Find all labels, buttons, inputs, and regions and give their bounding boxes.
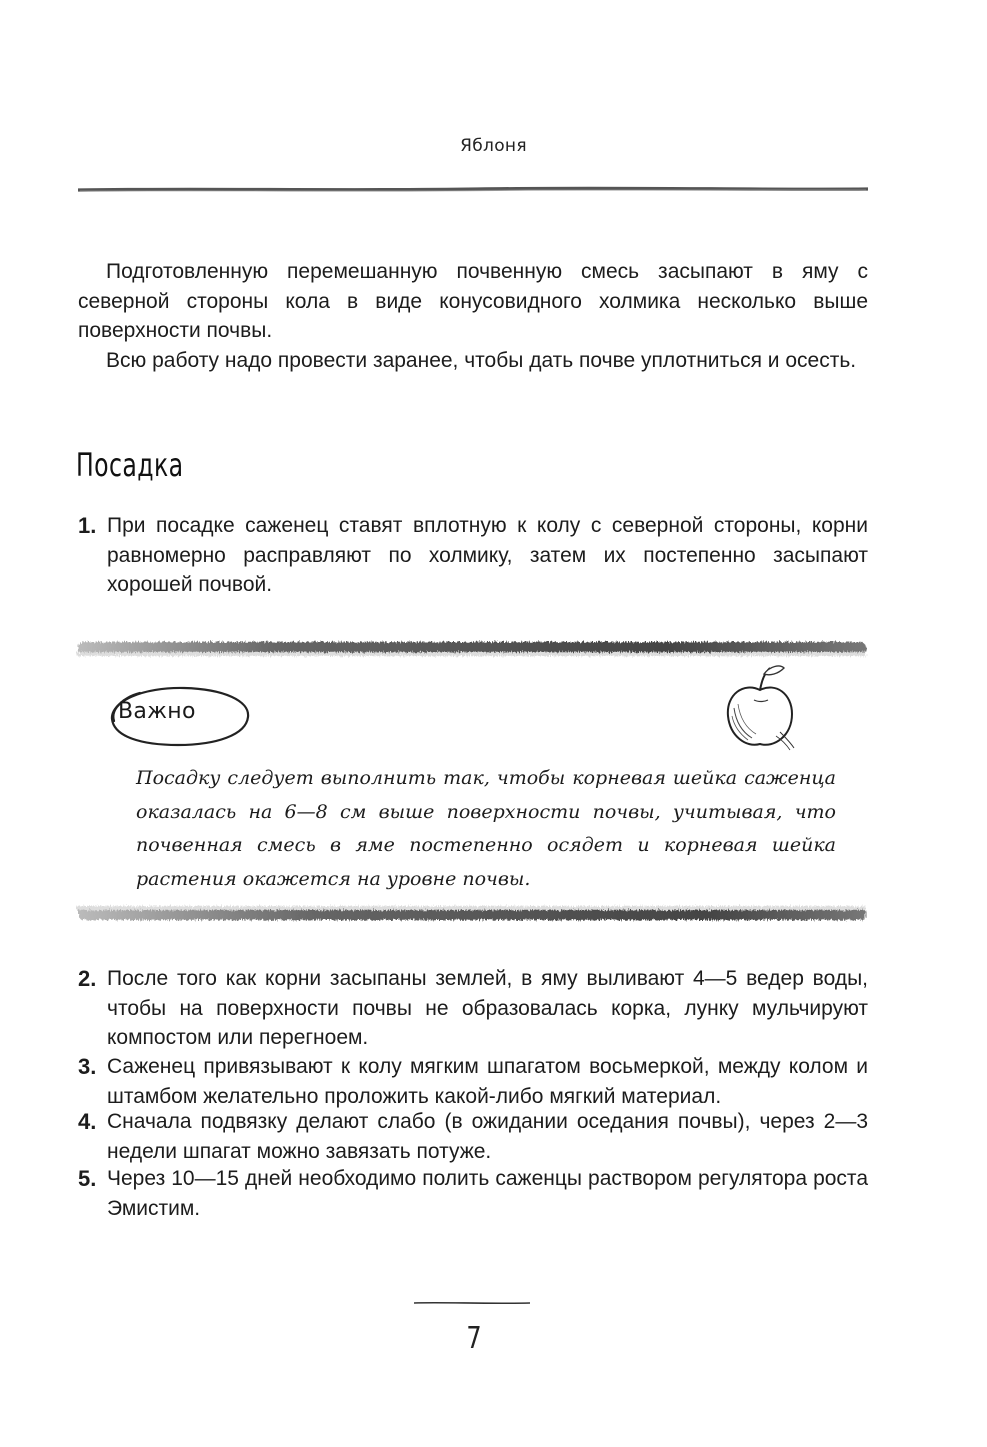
apple-icon: [720, 660, 800, 752]
list-item-3: [78, 1052, 868, 1111]
page-number: [454, 1316, 494, 1356]
list-item-text: После того как корни засыпаны землей, в яму выливают 4—5 ведер воды, чтобы на поверхности почвы не образовалась корка, лунку мульчируют компостом или перегноем.: [107, 967, 868, 1049]
running-head: Яблоня: [460, 136, 527, 156]
list-item-number: 1.: [78, 513, 97, 538]
intro-paragraph-2: Всю работу надо провести заранее, чтобы дать почве уплотниться и осесть.: [106, 349, 857, 372]
svg-text:7: 7: [466, 1321, 482, 1356]
list-item-text: Саженец привязывают к колу мягким шпагатом восьмеркой, между колом и штамбом желательно проложить какой-либо мягкий материал.: [107, 1055, 868, 1108]
list-item-number: 5.: [78, 1166, 97, 1191]
list-item-5: [78, 1164, 868, 1223]
list-item-text: Через 10—15 дней необходимо полить саженцы раствором регулятора роста Эмистим.: [107, 1167, 868, 1220]
callout-bottom-brush-rule: [76, 898, 868, 932]
list-item-number: 2.: [78, 966, 97, 991]
important-label: Важно: [118, 699, 196, 724]
list-item-1: [78, 511, 868, 600]
header-rule: [78, 184, 868, 194]
section-title: Посадка: [76, 446, 184, 484]
list-item-number: 3.: [78, 1054, 97, 1079]
list-item-number: 4.: [78, 1109, 97, 1134]
intro-paragraph-1: Подготовленную перемешанную почвенную смесь засыпают в яму с северной стороны кола в виде конусовидного холмика несколько выше поверхности почвы.: [78, 260, 868, 342]
list-item-2: [78, 964, 868, 1053]
list-item-4: [78, 1107, 868, 1166]
list-item-text: При посадке саженец ставят вплотную к колу с северной стороны, корни равномерно расправляют по холмику, затем их постепенно засыпают хорошей почвой.: [107, 514, 868, 596]
important-note-text: Посадку следует выполнить так, чтобы корневая шейка саженца оказалась на 6—8 см выше поверхности почвы, учитывая, что почвенная смесь в яме постепенно осядет и корневая шейка растения окажется на уровне почвы.: [136, 767, 836, 890]
folio-rule: [414, 1300, 530, 1306]
list-item-text: Сначала подвязку делают слабо (в ожидании оседания почвы), через 2—3 недели шпагат можно завязать потуже.: [107, 1110, 868, 1163]
